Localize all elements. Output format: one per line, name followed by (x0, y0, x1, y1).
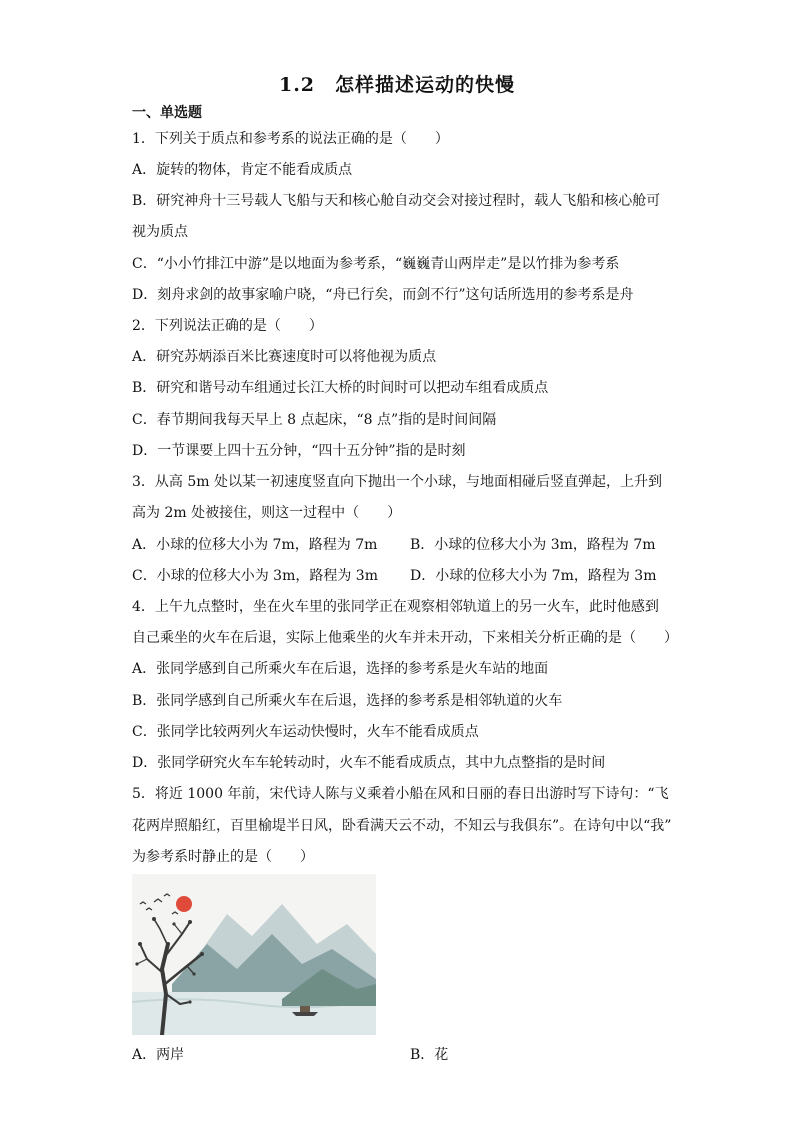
q1-option-d: D．刻舟求剑的故事家喻户晓，“舟已行矣，而剑不行”这句话所选用的参考系是舟 (132, 287, 634, 303)
page-title: 1.2 怎样描述运动的快慢 (278, 74, 516, 96)
q4-stem: 4．上午九点整时，坐在火车里的张同学正在观察相邻轨道上的另一火车，此时他感到 (132, 599, 659, 615)
q1-option-b: B．研究神舟十三号载人飞船与天和核心舱自动交会对接过程时，载人飞船和核心舱可 (132, 193, 661, 209)
q5-stem-end: 为参考系时静止的是（ ） (132, 849, 314, 865)
q4-option-b: B．张同学感到自己所乘火车在后退，选择的参考系是相邻轨道的火车 (132, 693, 563, 709)
q3-stem: 3．从高 5m 处以某一初速度竖直向下抛出一个小球，与地面相碰后竖直弹起，上升到 (132, 474, 662, 490)
q1-option-b-continued: 视为质点 (132, 224, 188, 240)
q1-option-a: A．旋转的物体，肯定不能看成质点 (132, 162, 353, 178)
q3-stem-continued: 高为 2m 处被接住，则这一过程中（ ） (132, 505, 402, 521)
q2-option-b: B．研究和谐号动车组通过长江大桥的时间时可以把动车组看成质点 (132, 380, 549, 396)
section-heading: 一、单选题 (132, 105, 202, 121)
q3-option-c: C．小球的位移大小为 3m，路程为 3m (132, 568, 378, 584)
q3-option-b: B．小球的位移大小为 3m，路程为 7m (410, 537, 656, 553)
q4-option-a: A．张同学感到自己所乘火车在后退，选择的参考系是火车站的地面 (132, 661, 549, 677)
sun-icon (176, 896, 192, 912)
q4-stem-continued: 自己乘坐的火车在后退，实际上他乘坐的火车并未开动，下来相关分析正确的是（ ） (132, 630, 678, 646)
q1-option-c: C．“小小竹排江中游”是以地面为参考系，“巍巍青山两岸走”是以竹排为参考系 (132, 256, 620, 272)
q5-option-a: A．两岸 (132, 1047, 185, 1063)
q2-stem: 2．下列说法正确的是（ ） (132, 318, 323, 334)
q5-option-b: B．花 (410, 1047, 449, 1063)
q4-option-d: D．张同学研究火车车轮转动时，火车不能看成质点，其中九点整指的是时间 (132, 755, 606, 771)
q3-option-d: D．小球的位移大小为 7m，路程为 3m (410, 568, 657, 584)
q2-option-c: C．春节期间我每天早上 8 点起床，“8 点”指的是时间间隔 (132, 412, 497, 428)
q2-option-d: D．一节课要上四十五分钟，“四十五分钟”指的是时刻 (132, 443, 466, 459)
q5-stem: 5．将近 1000 年前，宋代诗人陈与义乘着小船在风和日丽的春日出游时写下诗句：“飞 (132, 786, 669, 802)
q1-stem: 1．下列关于质点和参考系的说法正确的是（ ） (132, 131, 449, 147)
q4-option-c: C．张同学比较两列火车运动快慢时，火车不能看成质点 (132, 724, 479, 740)
boat-icon (292, 1012, 318, 1016)
landscape-illustration (132, 874, 376, 1035)
q3-option-a: A．小球的位移大小为 7m，路程为 7m (132, 537, 378, 553)
ink-landscape-image (132, 874, 376, 1035)
q2-option-a: A．研究苏炳添百米比赛速度时可以将他视为质点 (132, 349, 437, 365)
q5-stem-continued: 花两岸照船红，百里榆堤半日风，卧看满天云不动，不知云与我俱东”。在诗句中以“我” (132, 818, 672, 834)
